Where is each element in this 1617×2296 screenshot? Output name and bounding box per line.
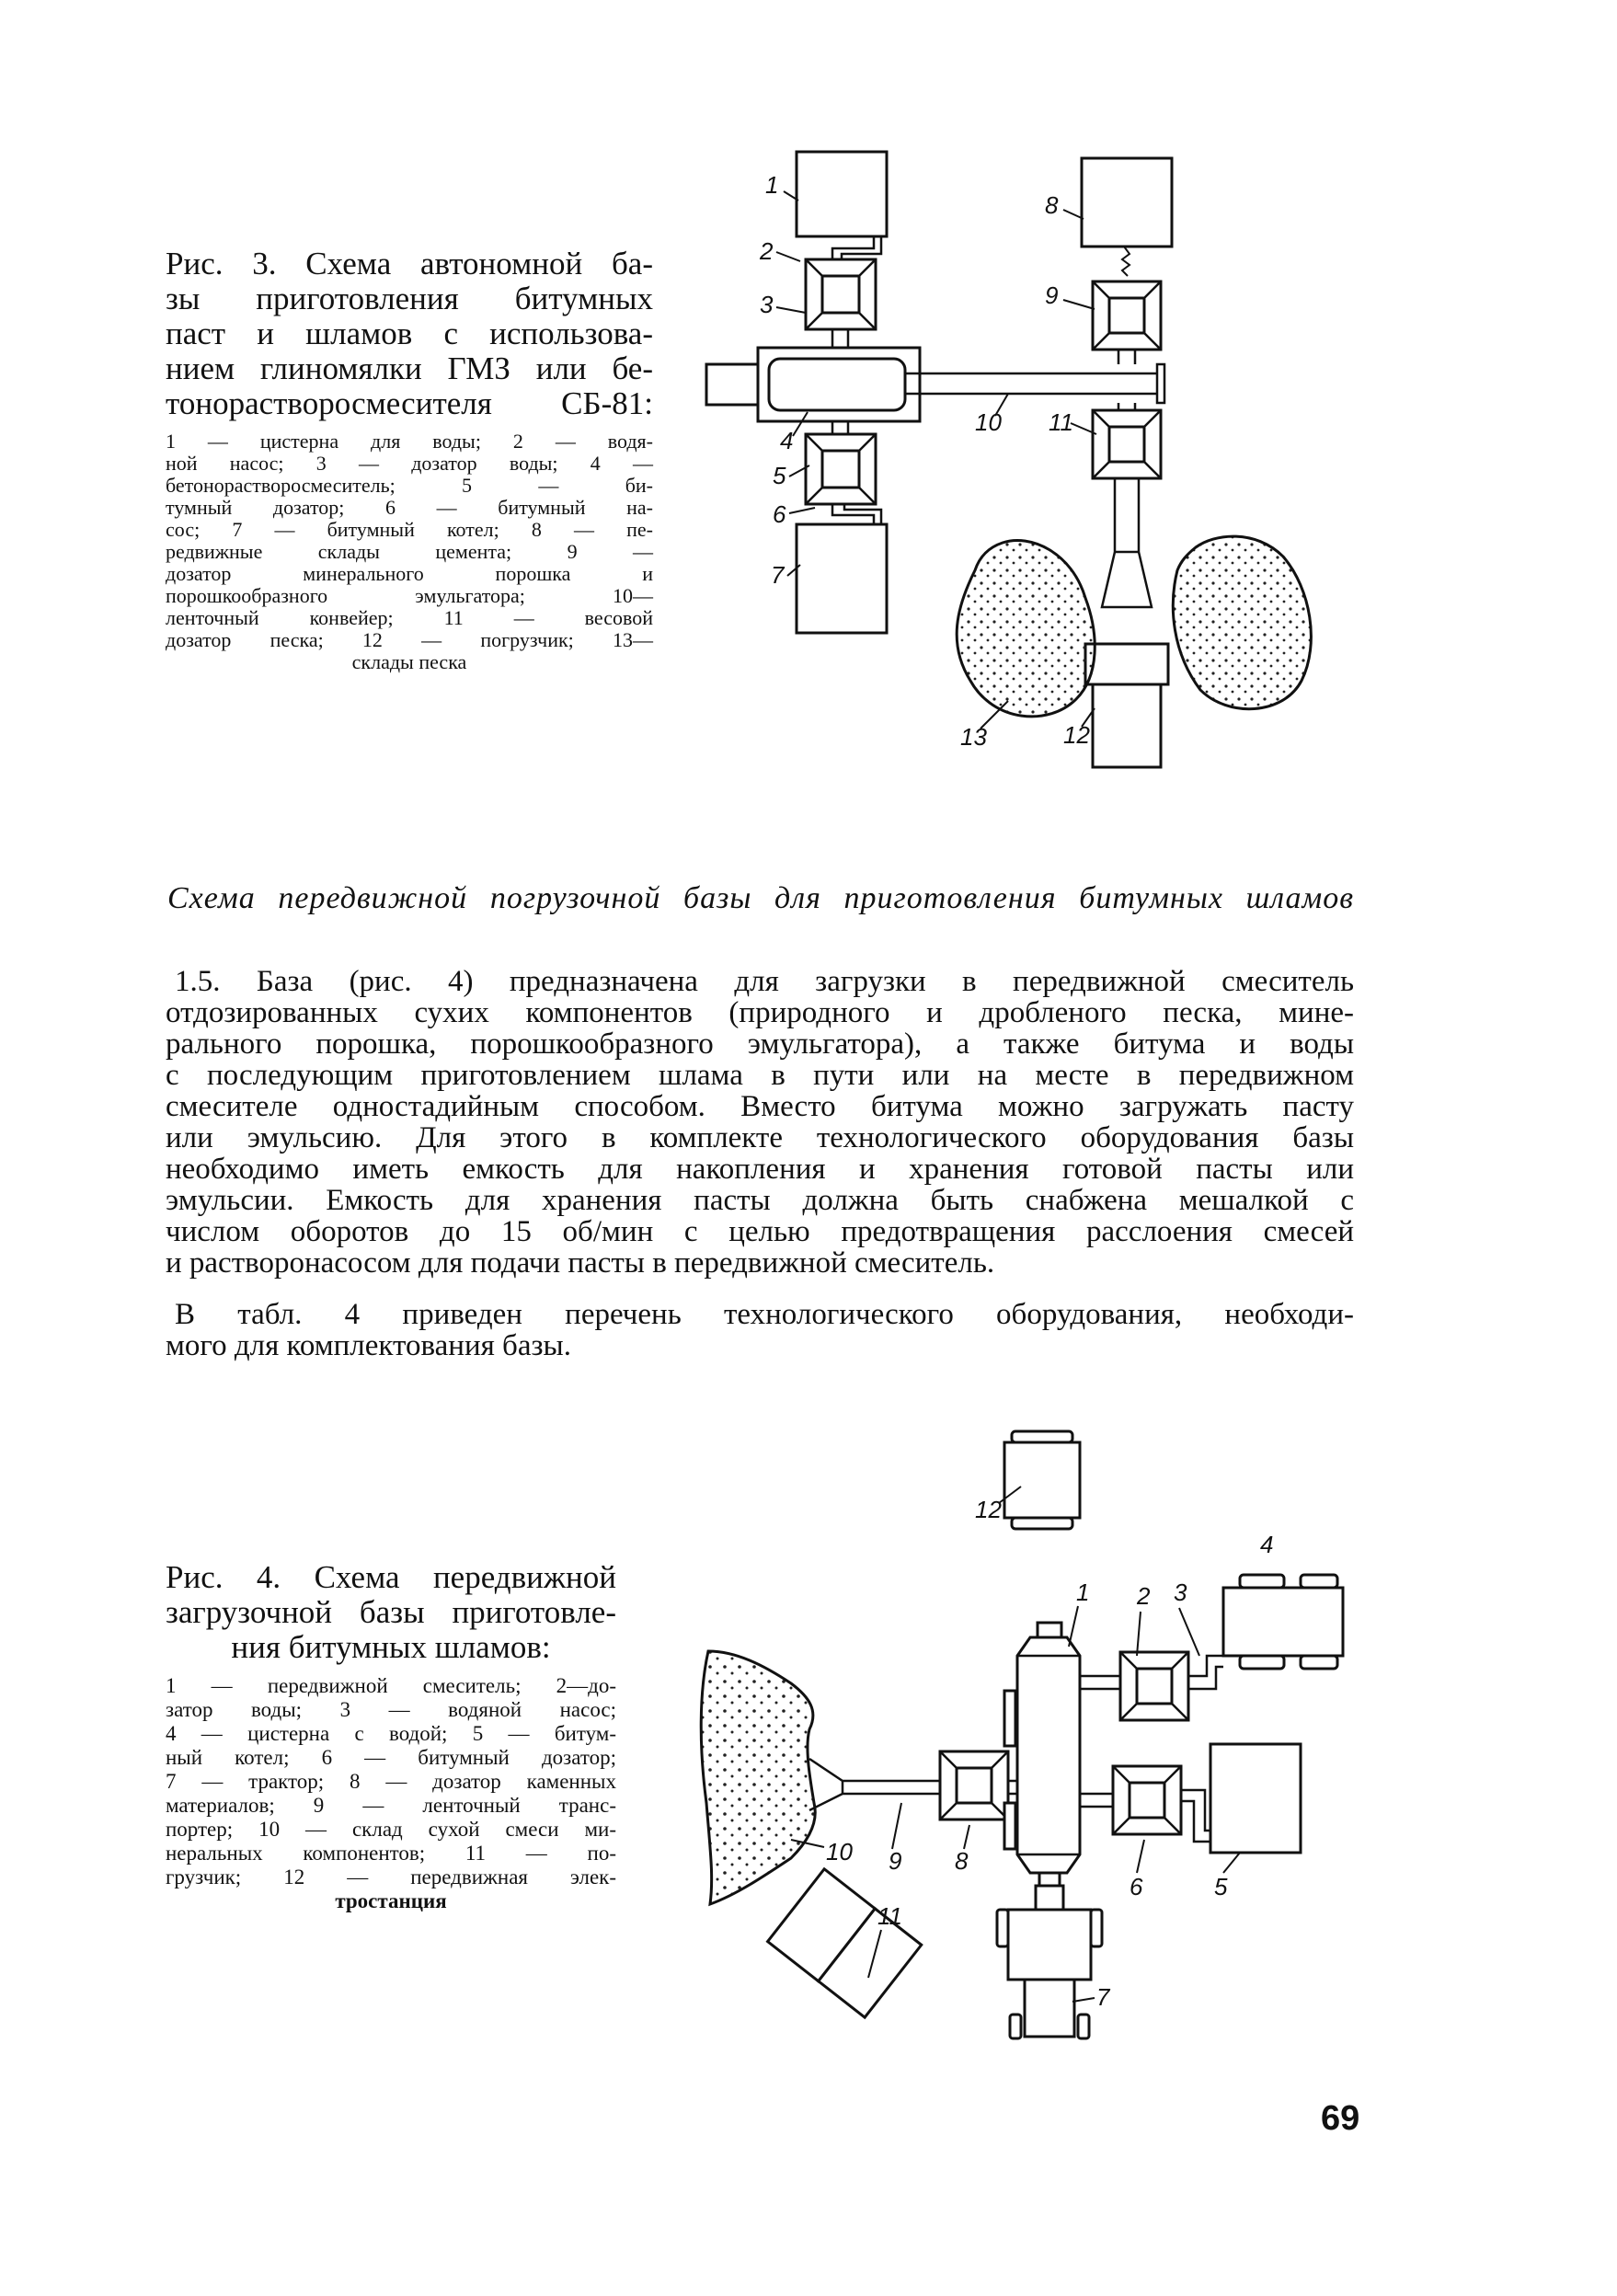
fig3-diagram (0, 0, 1617, 828)
water-doser (806, 259, 876, 329)
mobile-mixer (1004, 1623, 1080, 1886)
fig3-legend-line: ленточный конвейер; 11 — весовой (166, 606, 653, 629)
paragraph-line: мого для комплектования базы. (166, 1330, 571, 1361)
fig3-caption-line: тонорастворосмесителя СБ-81: (166, 385, 653, 421)
fig4-label-6: 6 (1130, 1873, 1143, 1900)
mineral-powder-doser (1093, 281, 1161, 350)
fig3-label-11: 11 (1049, 408, 1073, 436)
loader-block (1085, 644, 1168, 684)
fig3-caption-line: Рис. 3. Схема автономной ба- (166, 246, 653, 281)
fig4-label-7: 7 (1096, 1983, 1110, 2011)
fig4-legend-line: ный котел; 6 — битумный дозатор; (166, 1746, 616, 1769)
fig3-label-6: 6 (773, 500, 786, 528)
sand-pile-right (1173, 536, 1311, 709)
fig3-caption-line: нием глиномялки ГМЗ или бе- (166, 350, 653, 386)
bitumen-boiler-4 (1210, 1744, 1301, 1853)
fig3-legend-line: порошкообразного эмульгатора; 10— (166, 584, 653, 607)
water-pump-pipe (832, 236, 881, 259)
fig4-label-12: 12 (975, 1496, 1002, 1523)
fig4-label-4: 4 (1260, 1531, 1274, 1558)
paragraph-line: с последующим приготовлением шлама в пути или на месте в передвижном (166, 1060, 1354, 1091)
fig3-label-5: 5 (773, 462, 786, 489)
fig3-label-13: 13 (960, 723, 987, 751)
paragraph-line: В табл. 4 приведен перечень технологического оборудования, необходи- (175, 1299, 1354, 1330)
fig4-legend-line: материалов; 9 — ленточный транс- (166, 1794, 616, 1817)
sand-weighing-doser (1093, 410, 1161, 478)
water-pump-pipe-4 (1188, 1656, 1223, 1689)
fig4-diagram (0, 1380, 1617, 2116)
fig4-caption-line: Рис. 4. Схема передвижной (166, 1559, 616, 1595)
fig3-caption-line: паст и шламов с использова- (166, 316, 653, 351)
tractor (997, 1886, 1102, 2038)
water-tank-block (797, 152, 887, 236)
fig4-legend-line: затор воды; 3 — водяной насос; (166, 1698, 616, 1721)
fig4-caption-line: загрузочной базы приготовле- (166, 1594, 616, 1630)
fig3-label-7: 7 (771, 561, 785, 589)
paragraph-line: необходимо иметь емкость для накопления и хранения готовой пасты или (166, 1154, 1354, 1185)
power-station (1004, 1431, 1080, 1529)
section-title: Схема передвижной погрузочной базы для приготовления битумных шламов (167, 881, 1354, 915)
fig3-legend-line: редвижные склады цемента; 9 — (166, 540, 653, 563)
fig3-label-3: 3 (760, 291, 774, 318)
fig3-label-12: 12 (1063, 721, 1090, 749)
fig3-label-10: 10 (975, 408, 1002, 436)
fig4-legend-line: 1 — передвижной смеситель; 2—до- (166, 1674, 616, 1697)
fig3-legend-line: ной насос; 3 — дозатор воды; 4 — (166, 452, 653, 475)
fig4-label-2: 2 (1137, 1582, 1151, 1610)
fig3-label-4: 4 (780, 427, 794, 454)
fig4-label-3: 3 (1174, 1578, 1187, 1606)
belt-transporter (809, 1759, 940, 1810)
bitumen-doser-4 (1113, 1766, 1181, 1834)
paragraph-line: числом оборотов до 15 об/мин с целью предотвращения расслоения смесей (166, 1216, 1354, 1247)
fig4-legend-line: неральных компонентов; 11 — по- (166, 1842, 616, 1865)
fig3-label-1: 1 (765, 171, 779, 199)
stone-material-doser (940, 1751, 1008, 1820)
paragraph-line: и растворонасосом для подачи пасты в передвижной смеситель. (166, 1247, 995, 1279)
fig4-legend-line: грузчик; 12 — передвижная элек- (166, 1866, 616, 1888)
paragraph-line: 1.5. База (рис. 4) предназначена для загрузки в передвижной смеситель (175, 966, 1354, 997)
water-cistern (1223, 1575, 1343, 1669)
paragraph-line: эмульсии. Емкость для хранения пасты должна быть снабжена мешалкой с (166, 1185, 1354, 1216)
fig4-legend-line: портер; 10 — склад сухой смеси ми- (166, 1818, 616, 1841)
concrete-mixer (706, 348, 920, 421)
dry-mix-stockpile (701, 1651, 815, 1904)
paragraph-line: или эмульсию. Для этого в комплекте технологического оборудования базы (166, 1122, 1354, 1154)
cement-store-block (1082, 158, 1172, 247)
bitumen-doser (806, 434, 876, 504)
bitumen-pump-pipe (832, 504, 881, 524)
paragraph-line: смесителе одностадийным способом. Вместо битума можно загружать пасту (166, 1091, 1354, 1122)
fig4-label-11: 11 (877, 1902, 902, 1930)
fig3-label-2: 2 (760, 237, 774, 265)
fig4-label-10: 10 (826, 1838, 853, 1866)
fig3-legend-line: бетонорастворосмеситель; 5 — би- (166, 474, 653, 497)
bitumen-boiler-block (797, 524, 887, 633)
fig3-legend-line: склады песка (351, 650, 467, 673)
fig4-legend-line: тростанция (335, 1889, 447, 1912)
fig4-label-1: 1 (1076, 1578, 1090, 1606)
fig3-legend-line: тумный дозатор; 6 — битумный на- (166, 496, 653, 519)
fig4-label-5: 5 (1214, 1873, 1228, 1900)
page-number: 69 (1321, 2099, 1360, 2138)
paragraph-1 (166, 966, 1354, 1279)
fig3-caption-line: зы приготовления битумных (166, 281, 653, 316)
fig4-legend-line: 7 — трактор; 8 — дозатор каменных (166, 1770, 616, 1793)
loader (768, 1869, 922, 2017)
paragraph-line: рального порошка, порошкообразного эмульгатора), а также битума и воды (166, 1028, 1354, 1060)
paragraph-line: отдозированных сухих компонентов (природного и дробленого песка, мине- (166, 997, 1354, 1028)
fig4-label-9: 9 (889, 1847, 902, 1875)
fig4-label-8: 8 (955, 1847, 969, 1875)
paragraph-2 (166, 1299, 1354, 1361)
fig3-legend-line: дозатор песка; 12 — погрузчик; 13— (166, 628, 653, 651)
fig3-legend-line: дозатор минерального порошка и (166, 562, 653, 585)
fig3-legend-line: сос; 7 — битумный котел; 8 — пе- (166, 518, 653, 541)
fig4-legend-line: 4 — цистерна с водой; 5 — битум- (166, 1722, 616, 1745)
fig4-caption-line: ния битумных шламов: (231, 1629, 551, 1665)
fig3-label-9: 9 (1045, 281, 1059, 309)
belt-conveyor (905, 373, 1157, 394)
fig3-label-8: 8 (1045, 191, 1059, 219)
water-doser-4 (1120, 1652, 1188, 1720)
sand-pile-left (957, 541, 1095, 717)
fig3-legend-line: 1 — цистерна для воды; 2 — водя- (166, 430, 653, 453)
